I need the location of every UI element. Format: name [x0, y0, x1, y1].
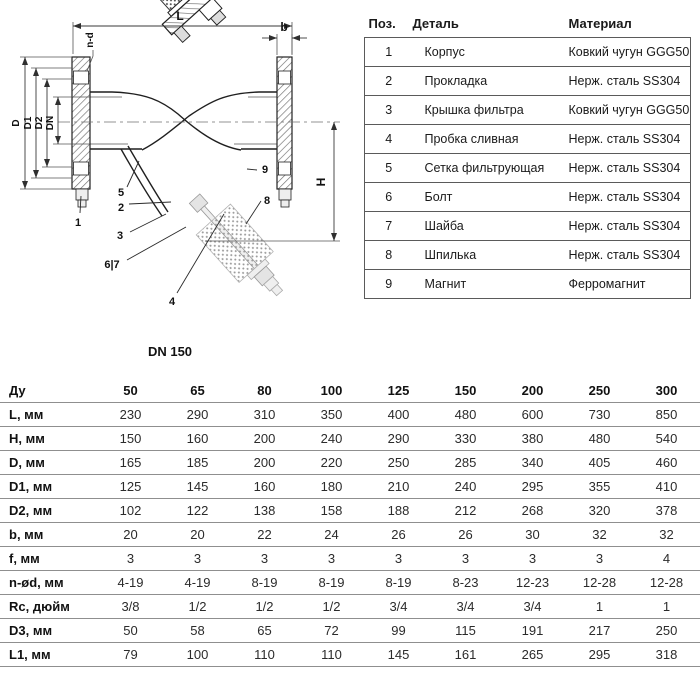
dims-value-cell: 295 [566, 643, 633, 667]
parts-detail-cell: Болт [413, 183, 559, 212]
dims-value-cell: 310 [231, 403, 298, 427]
dims-header-dn250: 250 [566, 379, 633, 403]
dims-value-cell: 3/4 [432, 595, 499, 619]
dims-value-cell: 480 [566, 427, 633, 451]
dims-value-cell: 102 [97, 499, 164, 523]
flange-bolt-head [279, 189, 291, 200]
dims-value-cell: 3 [365, 547, 432, 571]
parts-header-pos: Поз. [368, 16, 396, 31]
dims-value-cell: 730 [566, 403, 633, 427]
parts-detail-cell: Шпилька [413, 241, 559, 270]
dims-value-cell: 3 [164, 547, 231, 571]
dims-row [0, 427, 700, 451]
dims-header-dn65: 65 [164, 379, 231, 403]
dims-value-cell: 138 [231, 499, 298, 523]
dims-row-label: L, мм [0, 403, 97, 427]
dims-row [0, 499, 700, 523]
dims-value-cell: 20 [164, 523, 231, 547]
dims-value-cell: 26 [365, 523, 432, 547]
dims-value-cell: 65 [231, 619, 298, 643]
dims-value-cell: 230 [97, 403, 164, 427]
dims-value-cell: 32 [566, 523, 633, 547]
dims-value-cell: 8-19 [365, 571, 432, 595]
dims-value-cell: 210 [365, 475, 432, 499]
parts-row [365, 67, 691, 96]
dims-value-cell: 217 [566, 619, 633, 643]
dims-value-cell: 405 [566, 451, 633, 475]
dim-label-D1: D1 [23, 116, 34, 130]
dimensions-table [0, 379, 700, 667]
dims-value-cell: 30 [499, 523, 566, 547]
parts-pos-cell: 3 [365, 96, 413, 125]
dims-row-label: D1, мм [0, 475, 97, 499]
parts-row [365, 38, 691, 67]
dims-row [0, 403, 700, 427]
dims-value-cell: 12-28 [566, 571, 633, 595]
dims-value-cell: 480 [432, 403, 499, 427]
dims-row [0, 547, 700, 571]
dims-value-cell: 330 [432, 427, 499, 451]
dims-value-cell: 100 [164, 643, 231, 667]
dims-value-cell: 4-19 [97, 571, 164, 595]
dims-value-cell: 350 [298, 403, 365, 427]
dims-value-cell: 3 [231, 547, 298, 571]
dims-row [0, 595, 700, 619]
callout-2: 2 [117, 202, 125, 214]
dims-row [0, 475, 700, 499]
dims-value-cell: 380 [499, 427, 566, 451]
parts-table-section [364, 16, 691, 299]
dims-row-label: n-ød, мм [0, 571, 97, 595]
bolt-hole [74, 71, 89, 84]
parts-material-cell: Ферромагнит [559, 270, 691, 299]
dims-value-cell: 32 [633, 523, 700, 547]
parts-header-detail: Деталь [412, 16, 459, 31]
parts-table-body [365, 38, 691, 299]
dim-label-DN: DN [45, 115, 56, 131]
parts-pos-cell: 7 [365, 212, 413, 241]
dims-value-cell: 1 [633, 595, 700, 619]
parts-material-cell: Нерж. сталь SS304 [559, 125, 691, 154]
callout-5: 5 [117, 187, 125, 199]
callout-3: 3 [116, 230, 124, 242]
parts-detail-cell: Магнит [413, 270, 559, 299]
dims-value-cell: 79 [97, 643, 164, 667]
dimensions-table-section [0, 379, 700, 667]
dims-value-cell: 110 [298, 643, 365, 667]
callout-8: 8 [263, 195, 271, 207]
dims-value-cell: 285 [432, 451, 499, 475]
parts-material-cell: Ковкий чугун GGG50 [559, 38, 691, 67]
dims-value-cell: 1/2 [164, 595, 231, 619]
callout-leader [127, 227, 186, 260]
parts-pos-cell: 5 [365, 154, 413, 183]
dims-header-dn80: 80 [231, 379, 298, 403]
parts-pos-cell: 4 [365, 125, 413, 154]
dims-value-cell: 3/4 [365, 595, 432, 619]
dims-row-label: D3, мм [0, 619, 97, 643]
right-flange [277, 57, 292, 207]
parts-row [365, 96, 691, 125]
parts-detail-cell: Пробка сливная [413, 125, 559, 154]
dims-value-cell: 1/2 [298, 595, 365, 619]
technical-drawing [0, 0, 360, 372]
dims-value-cell: 160 [164, 427, 231, 451]
dims-value-cell: 12-28 [633, 571, 700, 595]
dims-value-cell: 268 [499, 499, 566, 523]
dims-value-cell: 58 [164, 619, 231, 643]
dims-value-cell: 3 [97, 547, 164, 571]
dims-header-dn200: 200 [499, 379, 566, 403]
dims-row [0, 523, 700, 547]
dims-row [0, 619, 700, 643]
parts-row [365, 183, 691, 212]
parts-detail-cell: Корпус [413, 38, 559, 67]
dims-value-cell: 26 [432, 523, 499, 547]
parts-pos-cell: 9 [365, 270, 413, 299]
dims-value-cell: 3 [566, 547, 633, 571]
dims-value-cell: 24 [298, 523, 365, 547]
drawing-caption: DN 150 [147, 344, 193, 359]
dims-value-cell: 191 [499, 619, 566, 643]
dims-value-cell: 240 [432, 475, 499, 499]
dims-value-cell: 72 [298, 619, 365, 643]
dims-value-cell: 12-23 [499, 571, 566, 595]
dims-value-cell: 355 [566, 475, 633, 499]
dims-value-cell: 50 [97, 619, 164, 643]
dims-value-cell: 20 [97, 523, 164, 547]
dims-value-cell: 99 [365, 619, 432, 643]
parts-header-row [365, 16, 691, 38]
leg-wall-inner [121, 149, 162, 216]
dim-label-b: b [280, 20, 288, 34]
dims-value-cell: 460 [633, 451, 700, 475]
dims-value-cell: 161 [432, 643, 499, 667]
parts-pos-cell: 8 [365, 241, 413, 270]
pipe-body [90, 92, 277, 150]
dims-value-cell: 265 [499, 643, 566, 667]
dim-label-D: D [11, 119, 22, 127]
dims-row [0, 643, 700, 667]
dims-value-cell: 212 [432, 499, 499, 523]
dims-value-cell: 1/2 [231, 595, 298, 619]
callout-leader [246, 201, 261, 224]
callout-4: 4 [168, 296, 176, 308]
dims-value-cell: 295 [499, 475, 566, 499]
dims-row-label: b, мм [0, 523, 97, 547]
callout-67: 6|7 [104, 259, 120, 271]
dim-b [262, 20, 307, 55]
parts-row [365, 125, 691, 154]
dims-value-cell: 180 [298, 475, 365, 499]
parts-material-cell: Нерж. сталь SS304 [559, 212, 691, 241]
parts-table-head [365, 16, 691, 38]
dims-value-cell: 110 [231, 643, 298, 667]
parts-row [365, 212, 691, 241]
dims-value-cell: 540 [633, 427, 700, 451]
dims-header-row [0, 379, 700, 403]
bolt-hole [74, 162, 89, 175]
dims-value-cell: 115 [432, 619, 499, 643]
parts-detail-cell: Крышка фильтра [413, 96, 559, 125]
callout-leader [127, 161, 139, 187]
parts-pos-cell: 1 [365, 38, 413, 67]
dims-header-dn150: 150 [432, 379, 499, 403]
dims-value-cell: 165 [97, 451, 164, 475]
dims-value-cell: 400 [365, 403, 432, 427]
parts-material-cell: Ковкий чугун GGG50 [559, 96, 691, 125]
callout-leader [130, 214, 166, 232]
parts-row [365, 241, 691, 270]
dims-value-cell: 3 [432, 547, 499, 571]
bolt-hole [279, 162, 291, 175]
dims-value-cell: 125 [97, 475, 164, 499]
dims-row [0, 571, 700, 595]
dims-value-cell: 340 [499, 451, 566, 475]
dims-value-cell: 4-19 [164, 571, 231, 595]
parts-material-cell: Нерж. сталь SS304 [559, 67, 691, 96]
dims-value-cell: 145 [164, 475, 231, 499]
flange-bolt-head [76, 189, 88, 200]
parts-table [364, 16, 691, 299]
dims-value-cell: 145 [365, 643, 432, 667]
dims-value-cell: 3 [298, 547, 365, 571]
parts-pos-cell: 2 [365, 67, 413, 96]
dims-value-cell: 290 [365, 427, 432, 451]
parts-pos-cell: 6 [365, 183, 413, 212]
parts-row [365, 270, 691, 299]
dims-value-cell: 250 [633, 619, 700, 643]
dims-value-cell: 200 [231, 427, 298, 451]
dims-value-cell: 320 [566, 499, 633, 523]
callout-leader [247, 169, 257, 170]
dims-header-dn50: 50 [97, 379, 164, 403]
parts-material-cell: Нерж. сталь SS304 [559, 241, 691, 270]
dims-value-cell: 1 [566, 595, 633, 619]
parts-material-cell: Нерж. сталь SS304 [559, 154, 691, 183]
callout-9: 9 [261, 164, 269, 176]
arrowhead [269, 35, 300, 41]
dims-value-cell: 188 [365, 499, 432, 523]
parts-row [365, 154, 691, 183]
exploded-basket [178, 183, 297, 308]
dims-row [0, 451, 700, 475]
dims-header-label: Ду [0, 379, 97, 403]
dim-label-H: H [314, 177, 328, 187]
dims-row-label: D2, мм [0, 499, 97, 523]
dims-value-cell: 22 [231, 523, 298, 547]
dims-value-cell: 410 [633, 475, 700, 499]
dims-value-cell: 158 [298, 499, 365, 523]
dims-value-cell: 185 [164, 451, 231, 475]
dims-row-label: H, мм [0, 427, 97, 451]
dims-header-dn125: 125 [365, 379, 432, 403]
flange-bolt-head [78, 200, 86, 207]
left-flange [72, 57, 90, 207]
dims-value-cell: 8-19 [298, 571, 365, 595]
parts-detail-cell: Шайба [413, 212, 559, 241]
parts-detail-cell: Прокладка [413, 67, 559, 96]
dims-row-label: D, мм [0, 451, 97, 475]
dims-header-dn100: 100 [298, 379, 365, 403]
dims-value-cell: 8-23 [432, 571, 499, 595]
dims-value-cell: 318 [633, 643, 700, 667]
callout-leader [129, 202, 171, 204]
dims-value-cell: 4 [633, 547, 700, 571]
dims-value-cell: 3 [499, 547, 566, 571]
dim-label-D2: D2 [34, 116, 45, 130]
dims-value-cell: 378 [633, 499, 700, 523]
dims-row-label: L1, мм [0, 643, 97, 667]
callout-1: 1 [74, 217, 82, 229]
bolt-hole [279, 71, 291, 84]
dim-label-nd: n-d [85, 32, 96, 48]
parts-header-material: Материал [568, 16, 632, 31]
dims-value-cell: 8-19 [231, 571, 298, 595]
flange-bolt-head [281, 200, 289, 207]
dims-value-cell: 3/8 [97, 595, 164, 619]
dims-value-cell: 220 [298, 451, 365, 475]
dims-value-cell: 200 [231, 451, 298, 475]
dims-value-cell: 290 [164, 403, 231, 427]
dims-value-cell: 240 [298, 427, 365, 451]
dims-value-cell: 3/4 [499, 595, 566, 619]
dim-label-L: L [176, 9, 184, 23]
parts-detail-cell: Сетка фильтрующая [413, 154, 559, 183]
dims-table-body [0, 403, 700, 667]
dims-value-cell: 600 [499, 403, 566, 427]
parts-material-cell: Нерж. сталь SS304 [559, 183, 691, 212]
dims-value-cell: 850 [633, 403, 700, 427]
dims-value-cell: 150 [97, 427, 164, 451]
dim-ext [277, 34, 292, 55]
dims-value-cell: 250 [365, 451, 432, 475]
dims-header-dn300: 300 [633, 379, 700, 403]
dims-value-cell: 122 [164, 499, 231, 523]
dims-table-head [0, 379, 700, 403]
dims-row-label: f, мм [0, 547, 97, 571]
dims-row-label: Rc, дюйм [0, 595, 97, 619]
dims-value-cell: 160 [231, 475, 298, 499]
